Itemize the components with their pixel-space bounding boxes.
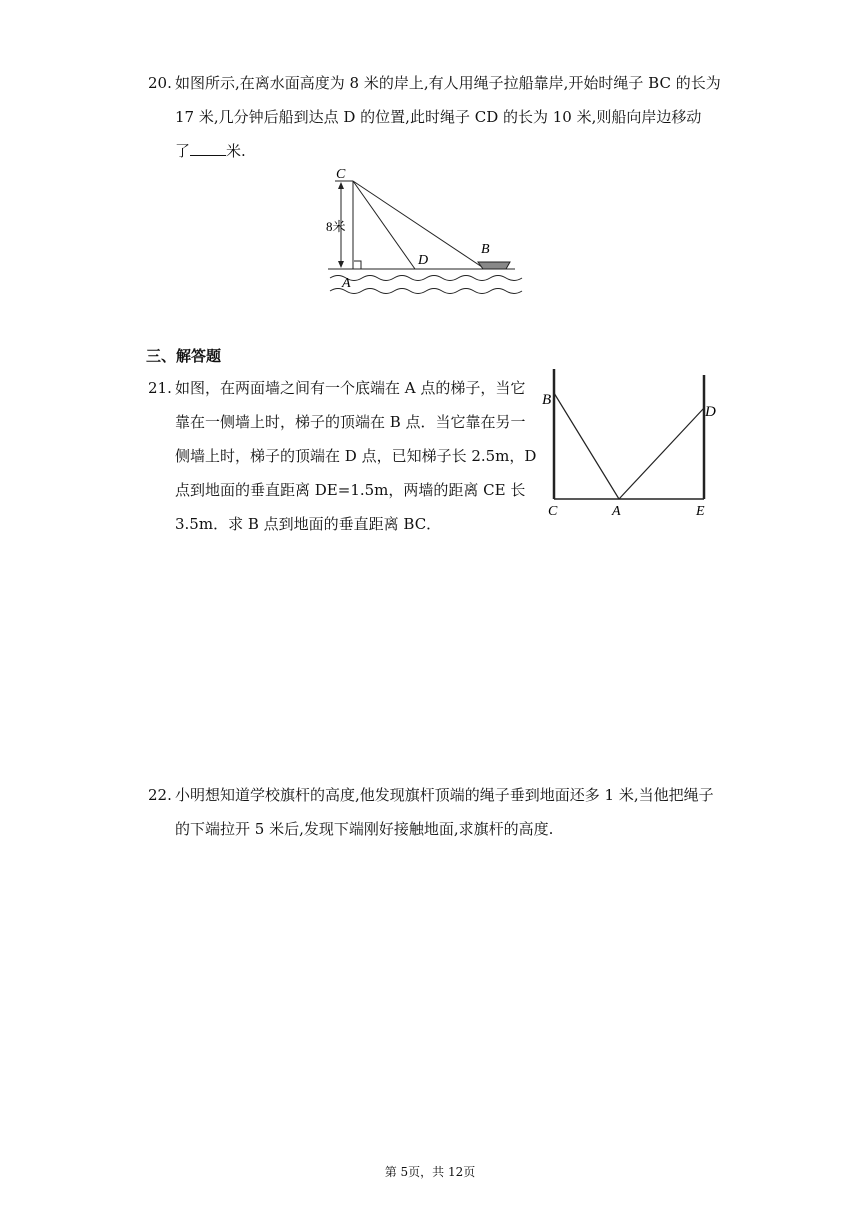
- boat-shape: [478, 262, 510, 269]
- q20-text-before-blank: 了: [175, 142, 191, 160]
- label-c: C: [548, 504, 558, 519]
- right-angle-mark: [354, 261, 361, 269]
- dimension-arrow-down: [338, 261, 344, 268]
- label-b: B: [542, 392, 552, 408]
- label-b: B: [481, 242, 490, 257]
- q21-text-line-3: 侧墙上时，梯子的顶端在 D 点，已知梯子长 2.5m，D: [175, 447, 537, 465]
- q20-number: 20.: [148, 74, 172, 92]
- label-a: A: [342, 276, 351, 291]
- q21-text-line-1: 如图，在两面墙之间有一个底端在 A 点的梯子，当它: [175, 379, 526, 397]
- wave-2: [330, 289, 522, 294]
- dimension-arrow-up: [338, 182, 344, 189]
- label-d: D: [705, 404, 716, 420]
- ladder-ad: [619, 408, 704, 499]
- q22-number: 22.: [148, 786, 172, 804]
- q20-text-after-blank: 米.: [226, 142, 246, 160]
- q21-text-line-4: 点到地面的垂直距离 DE=1.5m，两墙的距离 CE 长: [175, 481, 526, 499]
- page-footer: 第 5页，共 12页: [384, 1165, 476, 1179]
- section-title: 三、解答题: [146, 347, 222, 365]
- label-8m: 8米: [326, 219, 346, 234]
- q20-text-line-3: [175, 141, 246, 161]
- label-c: C: [336, 167, 346, 182]
- label-e: E: [696, 504, 705, 519]
- q20-text-line-2: 17 米,几分钟后船到达点 D 的位置,此时绳子 CD 的长为 10 米,则船向岸边移动: [175, 108, 702, 126]
- q21-figure: [538, 363, 728, 523]
- q21-text-line-2: 靠在一侧墙上时，梯子的顶端在 B 点．当它靠在另一: [175, 413, 526, 431]
- q20-text-line-1: 如图所示,在离水面高度为 8 米的岸上,有人用绳子拉船靠岸,开始时绳子 BC 的长为: [175, 74, 721, 92]
- rope-cd: [353, 181, 415, 269]
- ladder-ab: [554, 393, 619, 499]
- answer-blank[interactable]: [190, 141, 226, 156]
- label-a: A: [612, 504, 621, 519]
- q21-text-line-5: 3.5m．求 B 点到地面的垂直距离 BC．: [175, 515, 442, 533]
- label-d: D: [418, 253, 429, 268]
- q22-text-line-2: 的下端拉开 5 米后,发现下端刚好接触地面,求旗杆的高度.: [175, 820, 554, 838]
- q20-figure: [320, 165, 540, 300]
- wave-1: [330, 276, 522, 281]
- q22-text-line-1: 小明想知道学校旗杆的高度,他发现旗杆顶端的绳子垂到地面还多 1 米,当他把绳子: [175, 786, 714, 804]
- q21-number: 21.: [148, 379, 172, 397]
